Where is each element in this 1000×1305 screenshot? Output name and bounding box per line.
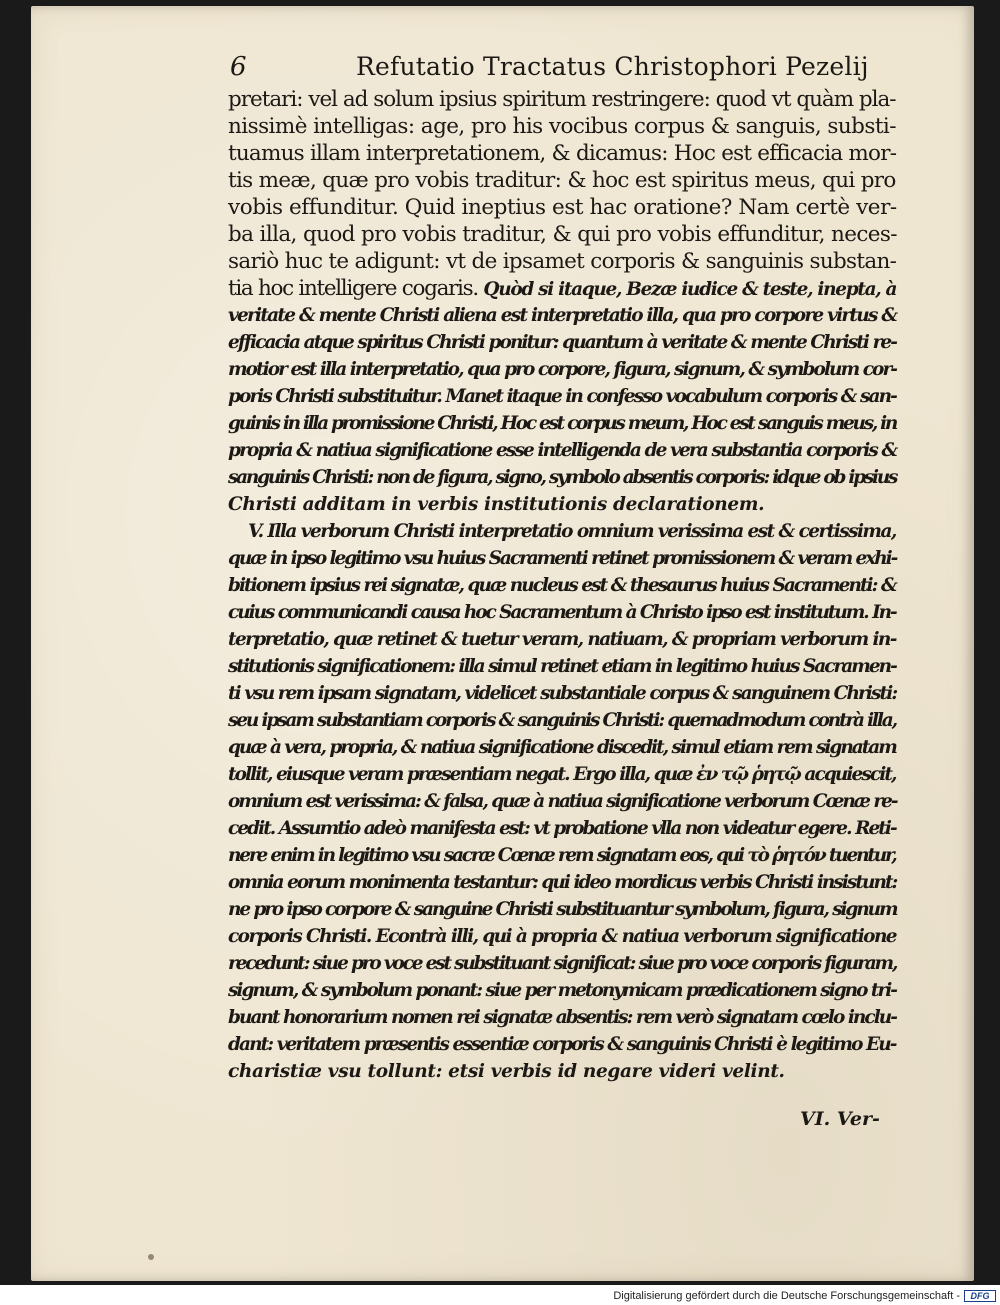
text-line: efficacia atque spiritus Christi ponitur: quantum à veritate & mente Christi re- bbox=[228, 332, 897, 353]
page-number: 6 bbox=[230, 52, 247, 82]
footer-credit: Digitalisierung gefördert durch die Deutsche Forschungsgemeinschaft - bbox=[613, 1290, 960, 1302]
text-line: vobis effunditur. Quid ineptius est hac oratione? Nam certè ver- bbox=[228, 195, 897, 220]
text-line: ba illa, quod pro vobis traditur, & qui pro vobis effunditur, neces- bbox=[228, 222, 897, 247]
running-head bbox=[230, 52, 880, 88]
paper-speck bbox=[148, 1254, 154, 1260]
text-line: guinis in illa promissione Christi, Hoc est corpus meum, Hoc est sanguis meus, in bbox=[228, 413, 897, 434]
body-text bbox=[228, 86, 898, 1085]
text-line: stitutionis significationem: illa simul retinet etiam in legitimo huius Sacramen- bbox=[228, 656, 896, 677]
text-line: ne pro ipso corpore & sanguine Christi substituantur symbolum, figura, signum bbox=[228, 899, 897, 920]
text-line: quæ à vera, propria, & natiua significatione discedit, simul etiam rem signatam bbox=[228, 737, 896, 758]
text-line: nere enim in legitimo vsu sacræ Cœnæ rem signatam eos, qui τὸ ῥητόν tuentur, bbox=[228, 845, 896, 866]
text-line: pretari: vel ad solum ipsius spiritum restringere: quod vt quàm pla- bbox=[228, 87, 896, 112]
italic-paragraph-1 bbox=[228, 302, 898, 518]
text-line: quæ in ipso legitimo vsu huius Sacramenti retinet promissionem & veram exhi- bbox=[228, 548, 897, 569]
text-line: charistiæ vsu tollunt: etsi verbis id negare videri velint. bbox=[228, 1061, 785, 1082]
text-line-roman-part: tia hoc intelligere cogaris. bbox=[228, 276, 478, 301]
text-line: omnia eorum monimenta testantur: qui ideo mordicus verbis Christi insistunt: bbox=[228, 872, 897, 893]
text-line: cedit. Assumtio adeò manifesta est: vt probatione vlla non videatur egere. Reti- bbox=[228, 818, 896, 839]
text-line: poris Christi substituitur. Manet itaque in confesso vocabulum corporis & san- bbox=[228, 386, 896, 407]
roman-paragraph bbox=[228, 86, 898, 302]
text-line: veritate & mente Christi aliena est interpretatio illa, qua pro corpore virtus & bbox=[228, 305, 897, 326]
text-line: buant honorarium nomen rei signatæ absentis: rem verò signatam cœlo inclu- bbox=[228, 1007, 896, 1028]
text-line: corporis Christi. Econtrà illi, qui à propria & natiua verborum significatione bbox=[228, 926, 896, 947]
text-line: cuius communicandi causa hoc Sacramentum à Christo ipso est institutum. In- bbox=[228, 602, 896, 623]
text-line: motior est illa interpretatio, qua pro corpore, figura, signum, & symbolum cor- bbox=[228, 359, 897, 380]
running-title: Refutatio Tractatus Christophori Pezelij bbox=[356, 52, 869, 81]
text-line: seu ipsam substantiam corporis & sanguinis Christi: quemadmodum contrà illa, bbox=[228, 710, 896, 731]
text-line: nissimè intelligas: age, pro his vocibus corpus & sanguis, substi- bbox=[228, 114, 896, 139]
text-line: V. Illa verborum Christi interpretatio omnium verissima est & certissima, bbox=[248, 521, 896, 542]
catchword: VI. Ver- bbox=[800, 1108, 880, 1130]
text-line: signum, & symbolum ponant: siue per metonymicam prædicationem signo tri- bbox=[228, 980, 896, 1001]
italic-paragraph-2 bbox=[228, 518, 898, 1085]
digitization-footer bbox=[0, 1287, 1000, 1305]
text-line: sanguinis Christi: non de figura, signo, symbolo absentis corporis: idque ob ipsius bbox=[228, 467, 897, 488]
text-line: recedunt: siue pro voce est substituant significat: siue pro voce corporis figuram, bbox=[228, 953, 897, 974]
text-line: tis meæ, quæ pro vobis traditur: & hoc est spiritus meus, qui pro bbox=[228, 168, 896, 193]
text-line: sariò huc te adigunt: vt de ipsamet corporis & sanguinis substan- bbox=[228, 249, 897, 274]
text-line: omnium est verissima: & falsa, quæ à natiua significatione verborum Cœnæ re- bbox=[228, 791, 897, 812]
text-line: bitionem ipsius rei signatæ, quæ nucleus est & thesaurus huius Sacramenti: & bbox=[228, 575, 896, 596]
text-line: Christi additam in verbis institutionis declarationem. bbox=[228, 494, 765, 515]
text-line: dant: veritatem præsentis essentiæ corporis & sanguinis Christi è legitimo Eu- bbox=[228, 1034, 896, 1055]
text-line: tollit, eiusque veram præsentiam negat. Ergo illa, quæ ἐν τῷ ῥητῷ acquiescit, bbox=[228, 764, 896, 785]
text-line: terpretatio, quæ retinet & tuetur veram, natiuam, & propriam verborum in- bbox=[228, 629, 896, 650]
text-line-italic-part: Quòd si itaque, Bezæ iudice & teste, inepta, à bbox=[483, 279, 897, 300]
dfg-logo-icon: DFG bbox=[964, 1290, 996, 1302]
text-line: tuamus illam interpretationem, & dicamus: Hoc est efficacia mor- bbox=[228, 141, 897, 166]
text-line-mixed bbox=[228, 275, 898, 302]
text-line: propria & natiua significatione esse intelligenda de vera substantia corporis & bbox=[228, 440, 897, 461]
text-line: ti vsu rem ipsam signatam, videlicet substantiale corpus & sanguinem Christi: bbox=[228, 683, 897, 704]
